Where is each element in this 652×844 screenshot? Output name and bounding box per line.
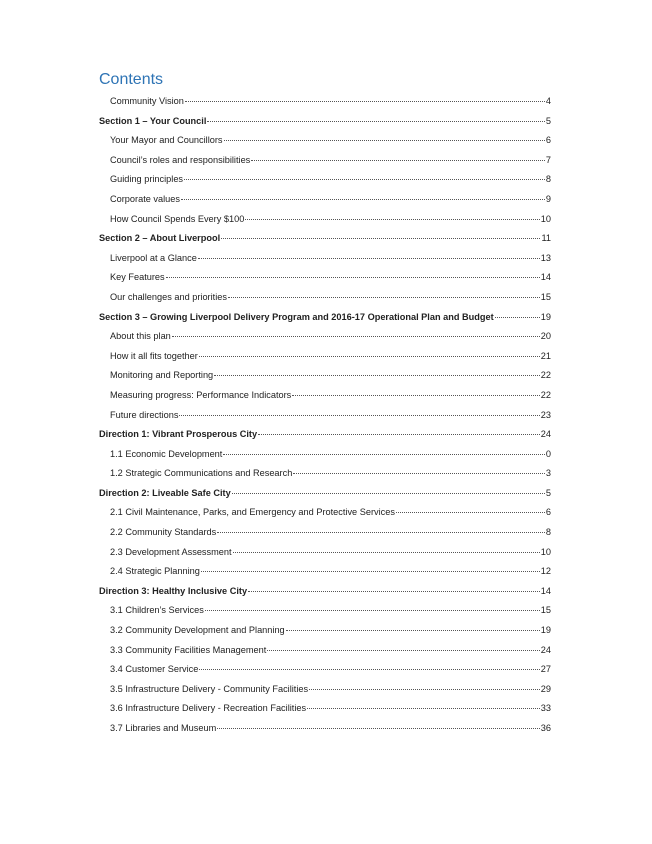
toc-page-number: 0 (545, 448, 551, 459)
dot-leader (217, 531, 545, 533)
toc-entry[interactable] (99, 406, 551, 426)
toc-page-number: 11 (541, 233, 551, 244)
toc-entry-label: Future directions (110, 409, 179, 420)
toc-entry[interactable] (99, 601, 551, 621)
toc-page-number: 12 (540, 566, 551, 577)
dot-leader (293, 472, 545, 474)
toc-page-number: 6 (545, 135, 551, 146)
toc-entry[interactable] (99, 249, 551, 269)
toc-page-number: 14 (540, 272, 551, 283)
toc-entry-label: 2.2 Community Standards (110, 527, 217, 538)
toc-entry[interactable] (99, 151, 551, 171)
toc-page-number: 19 (540, 311, 551, 322)
toc-section-entry[interactable] (99, 582, 551, 602)
toc-page-number: 10 (540, 213, 551, 224)
toc-page-number: 29 (540, 683, 551, 694)
toc-section-entry[interactable] (99, 229, 551, 249)
toc-entry-label: How Council Spends Every $100 (110, 213, 245, 224)
toc-entry[interactable] (99, 523, 551, 543)
toc-section-entry[interactable] (99, 308, 551, 328)
toc-page-number: 5 (545, 115, 551, 126)
dot-leader (199, 668, 539, 670)
dot-leader (179, 414, 539, 416)
page-title: Contents (99, 71, 164, 88)
toc-page-number: 15 (540, 605, 551, 616)
toc-entry[interactable] (99, 699, 551, 719)
dot-leader (166, 276, 540, 278)
toc-entry-label: 2.1 Civil Maintenance, Parks, and Emergency and Protective Services (110, 507, 395, 518)
toc-entry-label: Monitoring and Reporting (110, 370, 214, 381)
toc-entry-label: Section 1 – Your Council (99, 115, 207, 126)
toc-entry[interactable] (99, 92, 551, 112)
toc-entry-label: Section 2 – About Liverpool (99, 233, 221, 244)
toc-entry-label: Key Features (110, 272, 165, 283)
toc-page-number: 27 (540, 664, 551, 675)
dot-leader (258, 433, 540, 435)
toc-entry[interactable] (99, 641, 551, 661)
dot-leader (201, 570, 540, 572)
toc-entry-label: 2.4 Strategic Planning (110, 566, 200, 577)
toc-page-number: 13 (540, 252, 551, 263)
toc-page-number: 20 (540, 331, 551, 342)
toc-entry-label: Our challenges and priorities (110, 291, 227, 302)
toc-page-number: 3 (545, 468, 551, 479)
toc-entry[interactable] (99, 347, 551, 367)
dot-leader (292, 394, 539, 396)
dot-leader (232, 492, 545, 494)
toc-page-number: 33 (540, 703, 551, 714)
toc-entry-label: 3.7 Libraries and Museum (110, 723, 217, 733)
toc-entry-label: Corporate values (110, 193, 180, 204)
toc-entry-label: About this plan (110, 331, 171, 342)
toc-page-number: 24 (540, 644, 551, 655)
toc-entry-label: Community Vision (110, 96, 184, 106)
dot-leader (224, 139, 545, 141)
toc-entry-label: Direction 2: Liveable Safe City (99, 487, 231, 498)
toc-entry[interactable] (99, 327, 551, 347)
dot-leader (207, 120, 544, 122)
toc-page-number: 23 (540, 409, 551, 420)
toc-entry-label: Council’s roles and responsibilities (110, 154, 251, 165)
toc-entry[interactable] (99, 366, 551, 386)
toc-entry[interactable] (99, 445, 551, 465)
toc-entry[interactable] (99, 210, 551, 230)
dot-leader (198, 257, 540, 259)
dot-leader (214, 374, 540, 376)
dot-leader (286, 629, 540, 631)
toc-entry-label: Direction 3: Healthy Inclusive City (99, 585, 248, 596)
toc-entry-label: 3.6 Infrastructure Delivery - Recreation Facilities (110, 703, 307, 714)
toc-entry[interactable] (99, 660, 551, 680)
toc-entry-label: Section 3 – Growing Liverpool Delivery Program and 2016-17 Operational Plan and Budget (99, 311, 494, 322)
toc-entry[interactable] (99, 719, 551, 739)
toc-entry[interactable] (99, 562, 551, 582)
dot-leader (233, 551, 540, 553)
dot-leader (185, 100, 545, 102)
toc-page-number: 6 (545, 507, 551, 518)
toc-entry[interactable] (99, 170, 551, 190)
toc-entry[interactable] (99, 464, 551, 484)
toc-page-number: 19 (540, 625, 551, 636)
dot-leader (495, 316, 540, 318)
dot-leader (251, 159, 545, 161)
dot-leader (223, 453, 545, 455)
toc-entry-label: Guiding principles (110, 174, 184, 185)
toc-entry-label: 3.1 Children’s Services (110, 605, 204, 616)
toc-entry-label: 1.1 Economic Development (110, 448, 223, 459)
toc-entry-label: Liverpool at a Glance (110, 252, 197, 263)
dot-leader (217, 727, 540, 729)
dot-leader (267, 649, 540, 651)
toc-entry-label: 3.4 Customer Service (110, 664, 199, 675)
toc-page-number: 15 (540, 291, 551, 302)
toc-entry[interactable] (99, 131, 551, 151)
toc-section-entry[interactable] (99, 484, 551, 504)
toc-page-number: 8 (545, 527, 551, 538)
toc-entry-label: 3.2 Community Development and Planning (110, 625, 285, 636)
toc-page-number: 21 (540, 350, 551, 361)
dot-leader (172, 335, 540, 337)
toc-section-entry[interactable] (99, 425, 551, 445)
toc-entry-label: Direction 1: Vibrant Prosperous City (99, 429, 258, 440)
toc-entry[interactable] (99, 268, 551, 288)
toc-page-number: 4 (545, 96, 551, 106)
toc-page-number: 8 (545, 174, 551, 185)
toc-page-number: 7 (545, 154, 551, 165)
toc-entry[interactable] (99, 288, 551, 308)
toc-entry[interactable] (99, 543, 551, 563)
toc-entry[interactable] (99, 621, 551, 641)
toc-entry[interactable] (99, 386, 551, 406)
dot-leader (248, 590, 540, 592)
toc-page-number: 14 (540, 585, 551, 596)
toc-page-number: 9 (545, 193, 551, 204)
dot-leader (221, 237, 540, 239)
dot-leader (245, 218, 539, 220)
toc-entry-label: How it all fits together (110, 350, 198, 361)
toc-page-number: 10 (540, 546, 551, 557)
dot-leader (184, 178, 545, 180)
toc-page-number: 22 (540, 370, 551, 381)
dot-leader (199, 355, 540, 357)
toc-entry-label: Your Mayor and Councillors (110, 135, 223, 146)
toc-section-entry[interactable] (99, 112, 551, 132)
toc-page-number: 5 (545, 487, 551, 498)
table-of-contents (99, 92, 551, 739)
toc-entry[interactable] (99, 190, 551, 210)
dot-leader (309, 688, 540, 690)
toc-entry-label: 2.3 Development Assessment (110, 546, 232, 557)
toc-entry-label: Measuring progress: Performance Indicators (110, 389, 292, 400)
toc-entry-label: 3.5 Infrastructure Delivery - Community Facilities (110, 683, 309, 694)
toc-page-number: 36 (540, 723, 551, 733)
toc-page-number: 24 (540, 429, 551, 440)
toc-entry-label: 1.2 Strategic Communications and Research (110, 468, 293, 479)
toc-page-number: 22 (540, 389, 551, 400)
dot-leader (228, 296, 540, 298)
dot-leader (307, 707, 540, 709)
dot-leader (205, 609, 540, 611)
dot-leader (181, 198, 545, 200)
toc-entry[interactable] (99, 680, 551, 700)
dot-leader (396, 511, 545, 513)
toc-entry-label: 3.3 Community Facilities Management (110, 644, 267, 655)
toc-entry[interactable] (99, 503, 551, 523)
